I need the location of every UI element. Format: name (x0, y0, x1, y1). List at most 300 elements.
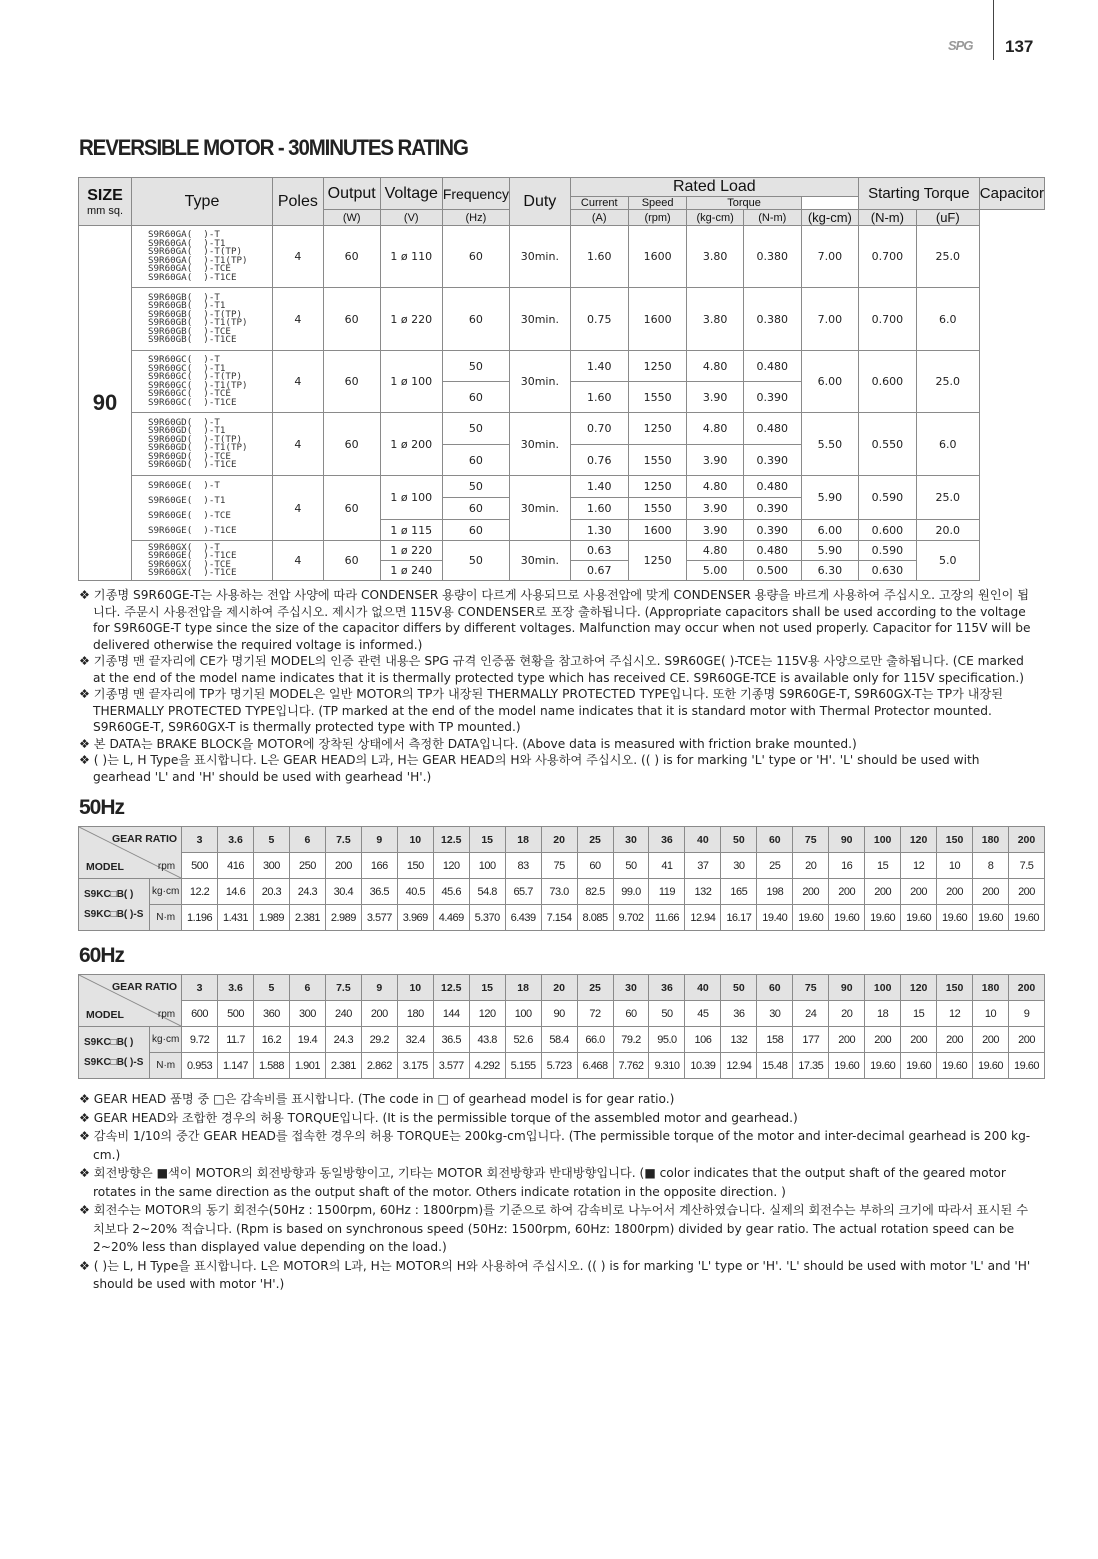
torque-nm-cell: 0.500 (743, 561, 801, 581)
rpm-cell: 500 (182, 853, 218, 879)
torque-kgcm-cell: 24.3 (325, 1027, 361, 1053)
torque-kgcm-cell: 16.2 (254, 1027, 290, 1053)
torque-kgcm-cell: 106 (685, 1027, 721, 1053)
motor-spec-table (78, 177, 1045, 581)
rpm-cell: 10 (973, 1001, 1009, 1027)
torque-header: Torque (687, 197, 801, 210)
torque-nm-cell: 19.60 (865, 1053, 901, 1079)
note-item: ❖ 감속비 1/10의 중간 GEAR HEAD를 접속한 경우의 허용 TORQUE는 200kg-cm입니다. (The permissible torque of the motor and inter-decimal gearhead is 200 kg-cm.) (79, 1129, 1031, 1162)
page-number: 137 (1005, 37, 1034, 56)
starting-torque-nm-cell: 0.600 (858, 520, 916, 541)
torque-kgcm-cell: 177 (793, 1027, 829, 1053)
gear-ratio-cell: 10 (397, 827, 433, 853)
current-cell: 1.60 (570, 226, 628, 288)
torque-kgcm-cell: 200 (793, 879, 829, 905)
gear-ratio-cell: 120 (901, 975, 937, 1001)
poles-cell: 4 (273, 413, 324, 476)
model-names: S9KC□B( ) S9KC□B( )-S (79, 1027, 150, 1079)
note-item: ❖ 회전수는 MOTOR의 동기 회전수(50Hz : 1500rpm, 60Hz : 1800rpm)를 기준으로 하여 감속비로 나누어서 계산하였습니다. 실제의 회전수는 부하의 크기에 따라서 표시된 수치보다 2~20% 적습니다. (Rpm is based on synchronous speed (50Hz: 1500rpm, 60Hz: 1800rpm) divided by gear ratio. The actual rotation speed can be 2~20% less than displayed value depending on the load.) (79, 1203, 1028, 1254)
gear-ratio-row (79, 827, 1045, 853)
note-item: ❖ GEAR HEAD 품명 중 □은 감속비를 표시합니다. (The code in □ of gearhead model is for gear ratio.) (79, 1092, 675, 1106)
size-header: SIZE mm sq. (79, 178, 132, 226)
rpm-cell: 300 (254, 853, 290, 879)
note-item: ❖ GEAR HEAD와 조합한 경우의 허용 TORQUE입니다. (It is the permissible torque of the assembled motor and gearhead.) (79, 1110, 798, 1125)
starting-torque-kgcm-cell: 7.00 (801, 288, 858, 351)
starting-torque-kgcm-cell: 6.30 (801, 561, 858, 581)
gear-ratio-cell: 100 (865, 827, 901, 853)
rpm-cell: 8 (973, 853, 1009, 879)
kgcm-row (79, 1027, 1045, 1053)
rpm-cell: 120 (469, 1001, 505, 1027)
torque-nm-cell: 6.439 (505, 905, 541, 931)
torque-kgcm-cell: 20.3 (254, 879, 290, 905)
note-item: ❖ ( )는 L, H Type을 표시합니다. L은 MOTOR의 L과, H는 MOTOR의 H와 사용하여 주십시오. (( ) is for marking 'L' type or 'H'. 'L' should be used with motor 'L' and 'H' should be used with motor 'H'.) (79, 1258, 1031, 1291)
type-list-ge: S9R60GE( )-T S9R60GE( )-T1 S9R60GE( )-TCE S9R60GE( )-T1CE (131, 476, 272, 541)
rpm-cell: 25 (757, 853, 793, 879)
voltage-cell: 1 ø 110 (380, 226, 442, 288)
torque-kgcm-cell: 132 (685, 879, 721, 905)
torque-nm-cell: 0.953 (182, 1053, 218, 1079)
torque-nm-cell: 8.085 (577, 905, 613, 931)
gear-ratio-cell: 15 (469, 975, 505, 1001)
rpm-cell: 9 (1009, 1001, 1045, 1027)
current-cell: 1.60 (570, 382, 628, 413)
torque-kgcm-cell: 36.5 (361, 879, 397, 905)
gear-ratio-cell: 90 (829, 827, 865, 853)
voltage-cell: 1 ø 240 (380, 561, 442, 581)
unit-kgcm: kg·cm (150, 879, 182, 905)
torque-nm-cell: 5.723 (541, 1053, 577, 1079)
frequency-cell: 50 (442, 351, 509, 382)
torque-kgcm-cell: 165 (721, 879, 757, 905)
torque-kgcm-cell: 200 (937, 1027, 973, 1053)
gear-ratio-cell: 7.5 (325, 975, 361, 1001)
torque-kgcm-cell: 4.80 (687, 541, 743, 561)
gear-ratio-cell: 25 (577, 975, 613, 1001)
rpm-cell: 150 (397, 853, 433, 879)
torque-nm-cell: 6.468 (577, 1053, 613, 1079)
torque-nm-cell: 9.310 (649, 1053, 685, 1079)
starting-torque-header: Starting Torque (858, 178, 979, 210)
torque-nm-cell: 0.390 (743, 445, 801, 476)
voltage-cell: 1 ø 220 (380, 288, 442, 351)
voltage-cell: 1 ø 100 (380, 351, 442, 413)
frequency-cell: 50 (442, 541, 509, 581)
torque-unit-kgcm: (kg-cm) (687, 210, 743, 226)
rpm-cell: 416 (218, 853, 254, 879)
rpm-cell: 60 (577, 853, 613, 879)
type-list-gx: S9R60GX( )-T S9R60GE( )-T1CE S9R60GX( )-TCE S9R60GX( )-T1CE (131, 541, 272, 581)
torque-nm-cell: 5.370 (469, 905, 505, 931)
gear-ratio-cell: 75 (793, 975, 829, 1001)
gear-ratio-cell: 120 (901, 827, 937, 853)
st-unit-nm: (N-m) (858, 210, 916, 226)
torque-kgcm-cell: 200 (1009, 1027, 1045, 1053)
note-item: ❖ 기종명 맨 끝자리에 TP가 명기된 MODEL은 일반 MOTOR의 TP가 내장된 THERMALLY PROTECTED TYPE입니다. 또한 기종명 S9R60GE-T, S9R60GX-T는 TP가 내장된 THERMALLY PROTECTED TYPE입니다. (TP marked at the end of the model name indicates that it is standard motor with Thermal Protector mounted. S9R60GE-T, S9R60GX-T is thermally protected type with TP mounted.) (79, 687, 1004, 734)
torque-nm-cell: 1.901 (289, 1053, 325, 1079)
torque-kgcm-cell: 54.8 (469, 879, 505, 905)
torque-nm-cell: 7.762 (613, 1053, 649, 1079)
speed-cell: 1250 (628, 351, 687, 382)
type-list-gc: S9R60GC( )-T S9R60GC( )-T1 S9R60GC( )-T(TP) S9R60GC( )-T1(TP) S9R60GC( )-TCE S9R60GC( )-T1CE (131, 351, 272, 413)
torque-nm-cell: 0.380 (743, 226, 801, 288)
torque-nm-cell: 3.577 (433, 1053, 469, 1079)
kgcm-row (79, 879, 1045, 905)
output-unit: (W) (323, 210, 380, 226)
output-cell: 60 (323, 288, 380, 351)
voltage-cell: 1 ø 100 (380, 476, 442, 520)
torque-kgcm-cell: 3.90 (687, 445, 743, 476)
torque-nm-cell: 19.60 (937, 905, 973, 931)
starting-torque-nm-cell: 0.590 (858, 476, 916, 520)
torque-kgcm-cell: 4.80 (687, 476, 743, 498)
torque-nm-cell: 19.60 (973, 1053, 1009, 1079)
type-list-gb: S9R60GB( )-T S9R60GB( )-T1 S9R60GB( )-T(TP) S9R60GB( )-T1(TP) S9R60GB( )-TCE S9R60GB( )-T1CE (131, 288, 272, 351)
torque-kgcm-cell: 3.90 (687, 382, 743, 413)
torque-nm-cell: 1.431 (218, 905, 254, 931)
rpm-cell: 200 (361, 1001, 397, 1027)
poles-cell: 4 (273, 351, 324, 413)
rpm-cell: 166 (361, 853, 397, 879)
current-cell: 0.63 (570, 541, 628, 561)
gear-ratio-cell: 50 (721, 827, 757, 853)
speed-header: Speed (628, 197, 687, 210)
torque-kgcm-cell: 99.0 (613, 879, 649, 905)
torque-kgcm-cell: 4.80 (687, 413, 743, 445)
model-label: MODEL (86, 1009, 124, 1021)
rpm-unit-label: rpm (157, 861, 176, 872)
rpm-cell: 50 (649, 1001, 685, 1027)
torque-kgcm-cell: 29.2 (361, 1027, 397, 1053)
gear-ratio-model-header (79, 827, 182, 879)
torque-kgcm-cell: 158 (757, 1027, 793, 1053)
gear-table-50hz (78, 826, 1045, 931)
table-row (79, 413, 1045, 445)
note-item: ❖ 기종명 맨 끝자리에 CE가 명기된 MODEL의 인증 관련 내용은 SPG 규격 인증품 현황을 참고하여 주십시오. S9R60GE( )-TCE는 115V용 사양으로만 출하됩니다. (CE marked at the end of the model name indicates that it is thermally protected type which has received CE. S9R60GE-TCE is available only for 115V specification.) (79, 654, 1025, 685)
speed-cell: 1600 (628, 288, 687, 351)
starting-torque-nm-cell: 0.600 (858, 351, 916, 413)
torque-nm-cell: 2.381 (325, 1053, 361, 1079)
rpm-cell: 600 (182, 1001, 218, 1027)
rpm-cell: 75 (541, 853, 577, 879)
gear-ratio-label: GEAR RATIO (111, 833, 178, 845)
torque-kgcm-cell: 73.0 (541, 879, 577, 905)
gear-ratio-cell: 200 (1009, 975, 1045, 1001)
rpm-cell: 100 (469, 853, 505, 879)
torque-kgcm-cell: 200 (865, 1027, 901, 1053)
torque-nm-cell: 0.390 (743, 498, 801, 520)
rpm-cell: 200 (325, 853, 361, 879)
gear-ratio-cell: 90 (829, 975, 865, 1001)
duty-cell: 30min. (509, 476, 570, 541)
rpm-cell: 10 (937, 853, 973, 879)
torque-kgcm-cell: 132 (721, 1027, 757, 1053)
gear-ratio-cell: 30 (613, 975, 649, 1001)
torque-kgcm-cell: 24.3 (289, 879, 325, 905)
torque-kgcm-cell: 200 (901, 1027, 937, 1053)
torque-kgcm-cell: 4.80 (687, 351, 743, 382)
torque-nm-cell: 0.480 (743, 351, 801, 382)
torque-kgcm-cell: 45.6 (433, 879, 469, 905)
section-heading-50hz: 50Hz (79, 796, 125, 819)
torque-nm-cell: 1.588 (254, 1053, 290, 1079)
type-list-ga: S9R60GA( )-T S9R60GA( )-T1 S9R60GA( )-T(TP) S9R60GA( )-T1(TP) S9R60GA( )-TCE S9R60GA( )-T1CE (131, 226, 272, 288)
torque-kgcm-cell: 3.90 (687, 498, 743, 520)
gear-ratio-cell: 6 (289, 975, 325, 1001)
capacitor-cell: 25.0 (916, 476, 979, 520)
torque-nm-cell: 19.60 (973, 905, 1009, 931)
page-header-divider (993, 0, 994, 60)
output-cell: 60 (323, 351, 380, 413)
rpm-cell: 20 (829, 1001, 865, 1027)
torque-kgcm-cell: 52.6 (505, 1027, 541, 1053)
gear-ratio-cell: 100 (865, 975, 901, 1001)
torque-kgcm-cell: 40.5 (397, 879, 433, 905)
frequency-cell: 60 (442, 288, 509, 351)
table-row (79, 351, 1045, 382)
table-row (79, 288, 1045, 351)
speed-cell: 1550 (628, 445, 687, 476)
gear-ratio-cell: 3.6 (218, 975, 254, 1001)
rpm-cell: 100 (505, 1001, 541, 1027)
current-cell: 1.40 (570, 476, 628, 498)
rpm-cell: 120 (433, 853, 469, 879)
starting-torque-nm-cell: 0.700 (858, 226, 916, 288)
duty-cell: 30min. (509, 288, 570, 351)
rpm-cell: 36 (721, 1001, 757, 1027)
frequency-cell: 60 (442, 498, 509, 520)
rpm-cell: 180 (397, 1001, 433, 1027)
rpm-cell: 83 (505, 853, 541, 879)
gear-ratio-cell: 18 (505, 827, 541, 853)
gear-ratio-cell: 150 (937, 827, 973, 853)
table-row (79, 541, 1045, 561)
rpm-cell: 20 (793, 853, 829, 879)
rpm-cell: 50 (613, 853, 649, 879)
starting-torque-nm-cell: 0.700 (858, 288, 916, 351)
gear-ratio-cell: 25 (577, 827, 613, 853)
torque-nm-cell: 19.60 (901, 1053, 937, 1079)
torque-nm-cell: 2.862 (361, 1053, 397, 1079)
torque-nm-cell: 19.60 (937, 1053, 973, 1079)
gear-ratio-cell: 20 (541, 827, 577, 853)
unit-nm: N·m (150, 905, 182, 931)
poles-cell: 4 (273, 476, 324, 541)
starting-torque-nm-cell: 0.630 (858, 561, 916, 581)
current-header: Current (570, 197, 628, 210)
rpm-cell: 7.5 (1008, 853, 1044, 879)
torque-kgcm-cell: 79.2 (613, 1027, 649, 1053)
torque-nm-cell: 2.381 (289, 905, 325, 931)
current-cell: 1.40 (570, 351, 628, 382)
rpm-cell: 144 (433, 1001, 469, 1027)
gear-ratio-cell: 12.5 (433, 975, 469, 1001)
frequency-cell: 60 (442, 520, 509, 541)
gear-ratio-cell: 60 (757, 827, 793, 853)
torque-nm-cell: 3.577 (361, 905, 397, 931)
capacitor-cell: 25.0 (916, 351, 979, 413)
torque-nm-cell: 2.989 (325, 905, 361, 931)
torque-kgcm-cell: 9.72 (182, 1027, 218, 1053)
torque-kgcm-cell: 200 (865, 879, 901, 905)
starting-torque-kgcm-cell: 7.00 (801, 226, 858, 288)
output-header: Output (323, 178, 380, 210)
torque-nm-cell: 17.35 (793, 1053, 829, 1079)
rpm-cell: 12 (901, 853, 937, 879)
torque-nm-cell: 1.989 (254, 905, 290, 931)
torque-nm-cell: 19.60 (829, 905, 865, 931)
rpm-cell: 12 (937, 1001, 973, 1027)
torque-nm-cell: 15.48 (757, 1053, 793, 1079)
torque-nm-cell: 19.60 (1009, 1053, 1045, 1079)
gear-ratio-cell: 180 (973, 827, 1009, 853)
output-cell: 60 (323, 541, 380, 581)
rpm-cell: 24 (793, 1001, 829, 1027)
torque-kgcm-cell: 43.8 (469, 1027, 505, 1053)
speed-cell: 1550 (628, 498, 687, 520)
frequency-cell: 60 (442, 445, 509, 476)
current-unit: (A) (570, 210, 628, 226)
speed-cell: 1250 (628, 476, 687, 498)
torque-nm-cell: 1.196 (182, 905, 218, 931)
torque-nm-cell: 19.60 (829, 1053, 865, 1079)
rated-load-header: Rated Load (570, 178, 858, 197)
speed-unit: (rpm) (628, 210, 687, 226)
torque-kgcm-cell: 32.4 (397, 1027, 433, 1053)
gear-ratio-cell: 5 (254, 827, 290, 853)
gear-ratio-cell: 15 (469, 827, 505, 853)
current-cell: 1.60 (570, 498, 628, 520)
poles-cell: 4 (273, 288, 324, 351)
torque-kgcm-cell: 5.00 (687, 561, 743, 581)
starting-torque-kgcm-cell: 5.50 (801, 413, 858, 476)
gear-ratio-row (79, 975, 1045, 1001)
gear-ratio-cell: 9 (361, 827, 397, 853)
starting-torque-kgcm-cell: 5.90 (801, 476, 858, 520)
unit-nm: N·m (150, 1053, 182, 1079)
gear-ratio-cell: 5 (254, 975, 290, 1001)
torque-kgcm-cell: 200 (1008, 879, 1044, 905)
gear-ratio-cell: 9 (361, 975, 397, 1001)
torque-nm-cell: 3.969 (397, 905, 433, 931)
gear-ratio-cell: 18 (505, 975, 541, 1001)
rpm-cell: 30 (721, 853, 757, 879)
gear-ratio-cell: 150 (937, 975, 973, 1001)
frequency-unit: (Hz) (442, 210, 509, 226)
torque-nm-cell: 0.380 (743, 288, 801, 351)
torque-kgcm-cell: 200 (973, 1027, 1009, 1053)
rpm-row (79, 853, 1045, 879)
capacitor-cell: 6.0 (916, 413, 979, 476)
torque-kgcm-cell: 58.4 (541, 1027, 577, 1053)
note-item: ❖ 기종명 S9R60GE-T는 사용하는 전압 사양에 따라 CONDENSER 용량이 다르게 사용되므로 사용전압에 맞게 CONDENSER 용량을 바르게 사용하여 주십시오. 고장의 원인이 됩니다. 주문시 사용전압을 제시하여 주십시오. 제시가 없으면 115V용 CONDENSER로 포장 출하됩니다. (Appropriate capacitors shall be used according to the voltage for S9R60GE-T type since the size of the capacitor differs by different voltages. Malfunction may occur when not used properly. Capacitor for 115V will be delivered otherwise the required voltage is informed.) (79, 588, 1031, 652)
starting-torque-nm-cell: 0.590 (858, 541, 916, 561)
current-cell: 0.67 (570, 561, 628, 581)
torque-kgcm-cell: 3.90 (687, 520, 743, 541)
gear-ratio-cell: 20 (541, 975, 577, 1001)
torque-nm-cell: 0.390 (743, 520, 801, 541)
torque-nm-cell: 10.39 (685, 1053, 721, 1079)
torque-nm-cell: 19.60 (901, 905, 937, 931)
gear-ratio-cell: 3 (182, 827, 218, 853)
gear-ratio-label: GEAR RATIO (111, 981, 178, 993)
rpm-cell: 37 (685, 853, 721, 879)
table-row (79, 226, 1045, 288)
torque-nm-cell: 19.60 (793, 905, 829, 931)
capacitor-cell: 20.0 (916, 520, 979, 541)
gear-ratio-cell: 36 (649, 827, 685, 853)
rpm-cell: 16 (829, 853, 865, 879)
frequency-cell: 60 (442, 382, 509, 413)
gear-ratio-cell: 40 (685, 827, 721, 853)
speed-cell: 1600 (628, 226, 687, 288)
torque-kgcm-cell: 3.80 (687, 288, 743, 351)
table-row (79, 476, 1045, 498)
torque-nm-cell: 0.480 (743, 413, 801, 445)
current-cell: 1.30 (570, 520, 628, 541)
torque-kgcm-cell: 66.0 (577, 1027, 613, 1053)
frequency-cell: 50 (442, 476, 509, 498)
gear-ratio-cell: 10 (397, 975, 433, 1001)
duty-header: Duty (509, 178, 570, 226)
frame-size: 90 (79, 226, 132, 581)
torque-kgcm-cell: 36.5 (433, 1027, 469, 1053)
speed-cell: 1550 (628, 382, 687, 413)
torque-kgcm-cell: 30.4 (325, 879, 361, 905)
type-list-gd: S9R60GD( )-T S9R60GD( )-T1 S9R60GD( )-T(TP) S9R60GD( )-T1(TP) S9R60GD( )-TCE S9R60GD( )-T1CE (131, 413, 272, 476)
voltage-unit: (V) (380, 210, 442, 226)
speed-cell: 1250 (628, 541, 687, 581)
capacitor-cell: 6.0 (916, 288, 979, 351)
frequency-cell: 50 (442, 413, 509, 445)
current-cell: 0.76 (570, 445, 628, 476)
torque-nm-cell: 12.94 (721, 1053, 757, 1079)
gear-table-60hz (78, 974, 1045, 1079)
rpm-cell: 72 (577, 1001, 613, 1027)
gear-ratio-cell: 30 (613, 827, 649, 853)
torque-nm-cell: 19.60 (865, 905, 901, 931)
capacitor-cell: 5.0 (916, 541, 979, 581)
torque-kgcm-cell: 95.0 (649, 1027, 685, 1053)
rpm-cell: 500 (218, 1001, 254, 1027)
torque-kgcm-cell: 3.80 (687, 226, 743, 288)
starting-torque-nm-cell: 0.550 (858, 413, 916, 476)
torque-kgcm-cell: 198 (757, 879, 793, 905)
gear-ratio-cell: 60 (757, 975, 793, 1001)
torque-kgcm-cell: 200 (901, 879, 937, 905)
duty-cell: 30min. (509, 351, 570, 413)
torque-nm-cell: 4.292 (469, 1053, 505, 1079)
torque-nm-cell: 19.60 (1008, 905, 1044, 931)
output-cell: 60 (323, 226, 380, 288)
torque-kgcm-cell: 200 (973, 879, 1009, 905)
torque-unit-nm: (N-m) (743, 210, 801, 226)
duty-cell: 30min. (509, 226, 570, 288)
nm-row (79, 1053, 1045, 1079)
model-label: MODEL (86, 861, 124, 873)
rpm-cell: 60 (613, 1001, 649, 1027)
gear-ratio-cell: 3.6 (218, 827, 254, 853)
type-header: Type (131, 178, 272, 226)
note-item: ❖ 회전방향은 ■색이 MOTOR의 회전방향과 동일방향이고, 기타는 MOTOR 회전방향과 반대방향입니다. (■ color indicates that the output shaft of the geared motor rotates in the same direction as the output shaft of the motor. Others indicate rotation in the opposite direction. ) (79, 1166, 1006, 1199)
gear-ratio-model-header (79, 975, 182, 1027)
torque-nm-cell: 16.17 (721, 905, 757, 931)
starting-torque-kgcm-cell: 6.00 (801, 520, 858, 541)
st-unit-kgcm: (kg-cm) (801, 210, 858, 226)
spec-notes (79, 587, 1039, 785)
nm-row (79, 905, 1045, 931)
torque-nm-cell: 9.702 (613, 905, 649, 931)
